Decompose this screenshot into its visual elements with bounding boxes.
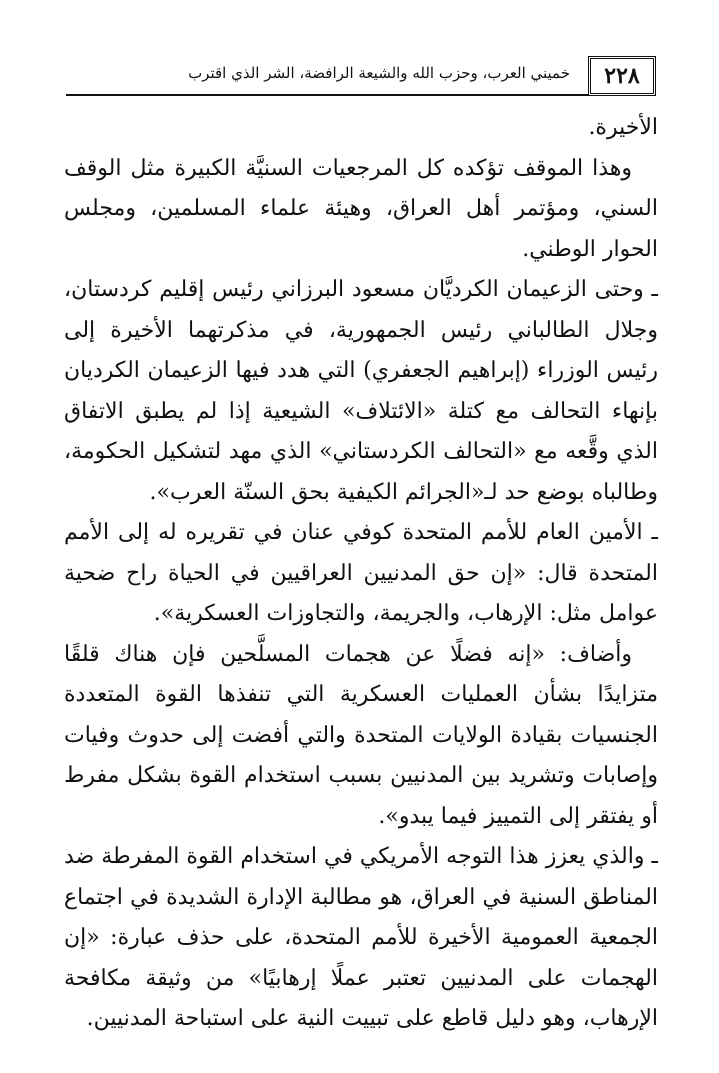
paragraph-continuation: الأخيرة. [588,115,658,140]
paragraph-un-secretary: ـ الأمين العام للأمم المتحدة كوفي عنان في تقريره له إلى الأمم المتحدة قال: «إن حق المدنيين العراقيين في الحياة راح ضحية عوامل مثل: الإرهاب، والجريمة، والتجاوزات العسكرية». [64,520,658,626]
paragraph-us-force: ـ والذي يعزز هذا التوجه الأمريكي في استخدام القوة المفرطة ضد المناطق السنية في العراق، هو مطالبة الإدارة الشديدة في اجتماع الجمعية العمومية الأخيرة للأمم المتحدة، على حذف عبارة: «إن الهجمات على المدنيين تعتبر عملًا إرهابيًا» من وثيقة مكافحة الإرهاب، وهو دليل قاطع على تبييت النية على استباحة المدنيين. [64,844,658,1031]
paragraph-kurdish-leaders: ـ وحتى الزعيمان الكرديَّان مسعود البرزاني رئيس إقليم كردستان، وجلال الطالباني رئيس الجمهورية، في مذكرتهما الأخيرة إلى رئيس الوزراء (إبراهيم الجعفري) التي هدد فيها الزعيمان الكرديان بإنهاء التحالف مع كتلة «الائتلاف» الشيعية إذا لم يطبق الاتفاق الذي وقَّعه مع «التحالف الكردستاني» الذي مهد لتشكيل الحكومة، وطالباه بوضع حد لـ«الجرائم الكيفية بحق السنّة العرب». [64,277,658,505]
paragraph-sunni-references: وهذا الموقف تؤكده كل المرجعيات السنيَّة الكبيرة مثل الوقف السني، ومؤتمر أهل العراق، وهيئة علماء المسلمين، ومجلس الحوار الوطني. [64,155,658,262]
running-title: خميني العرب، وحزب الله والشيعة الرافضة، الشر الذي اقترب [188,64,570,82]
body-text [64,108,658,1040]
paragraph-added-statement: وأضاف: «إنه فضلًا عن هجمات المسلَّحين فإن هناك قلقًا متزايدًا بشأن العمليات العسكرية التي تنفذها القوة المتعددة الجنسيات بقيادة الولايات المتحدة والتي أفضت إلى حدوث وفيات وإصابات وتشريد بين المدنيين بسبب استخدام القوة بشكل مفرط أو يفتقر إلى التمييز فيما يبدو». [64,641,658,829]
page-number: ٢٢٨ [588,56,656,96]
header-rule [66,94,588,96]
running-header [66,56,656,98]
